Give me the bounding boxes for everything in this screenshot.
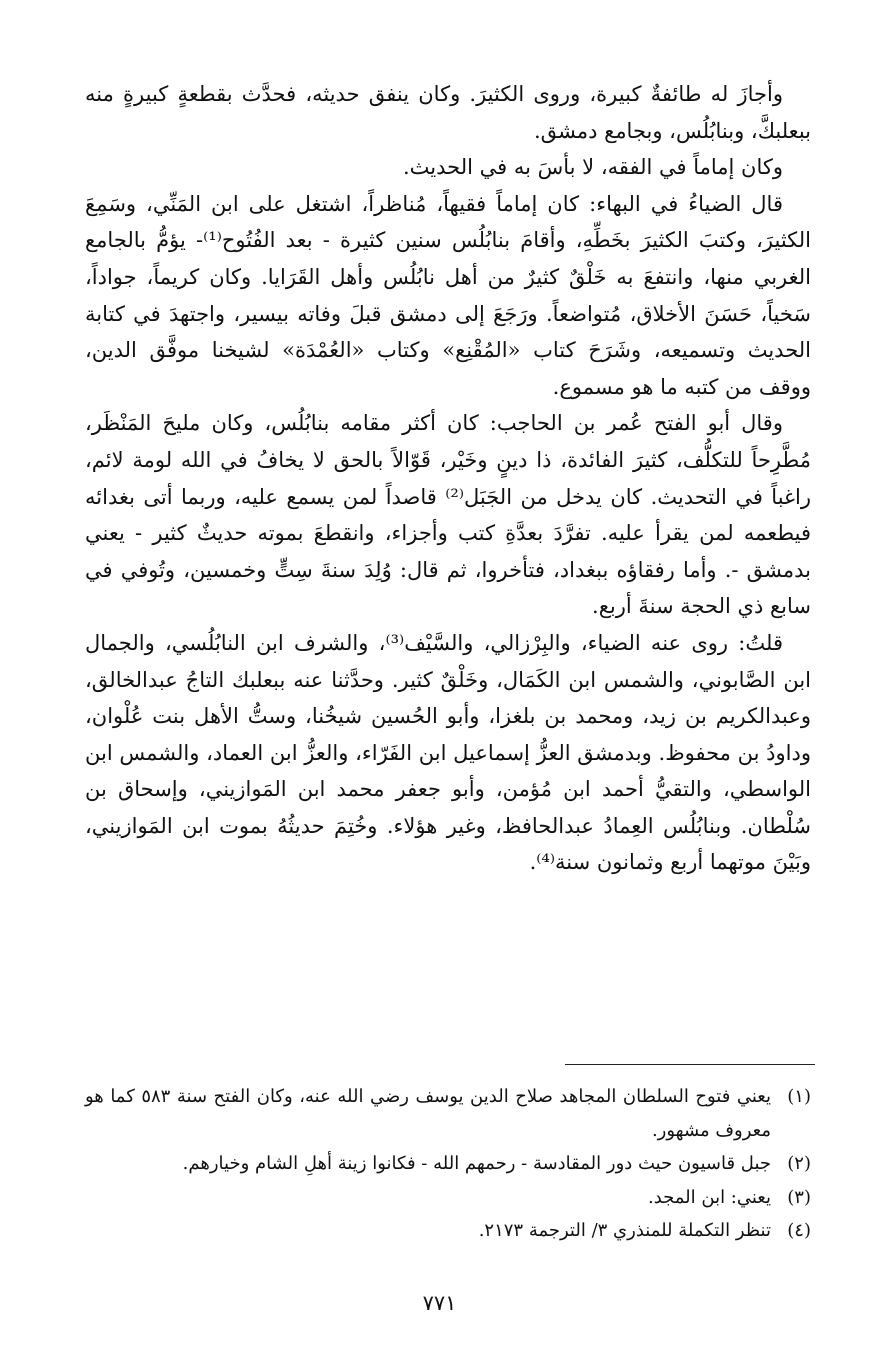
paragraph-1: وأجازَ له طائفةٌ كبيرة، وروى الكثيرَ. وكان ينفق حديثه، فحدَّث بقطعةٍ كبيرةٍ منه ببعلبكَّ، وبنابُلُس، وبجامع دمشق. (85, 82, 811, 143)
footnote-number: (١) (787, 1086, 811, 1107)
paragraph-4: وقال أبو الفتح عُمر بن الحاجب: كان أكثر مقامه بنابُلُس، وكان مليحَ المَنْظَر، مُطَّرِحاً للتكلُّف، كثيرَ الفائدة، ذا دينٍ وخَيْر، قَوّالاً بالحق لا يخافُ في الله لومة لائم، راغباً في التحديث. كان يدخل من الجَبَل⁽²⁾ قاصداً لمن يسمع عليه، وربما أتى بغدائه فيطعمه لمن يقرأ عليه. تفرَّدَ بعدَّةِ كتب وأجزاء، وانقطعَ بموته حديثٌ كثير - يعني بدمشق -. وأما رفقاؤه ببغداد، فتأخروا، ثم قال: وُلِدَ سنةَ سِتٍّ وخمسين، وتُوفي في سابع ذي الحجة سنةَ أربع. (85, 411, 811, 619)
footnote-number: (٤) (787, 1220, 811, 1241)
paragraph-5: قلتُ: روى عنه الضياء، والبِرْزالي، والسَّيْف⁽³⁾، والشرف ابن النابُلُسي، والجمال ابن الصَّابوني، والشمس ابن الكَمَال، وخَلْقٌ كثير. وحدَّثنا عنه ببعلبك التاجُ عبدالخالق، وعبدالكريم بن زيد، ومحمد بن بلغزا، وأبو الحُسين شيخُنا، وستُّ الأهل بنت عُلْوان، وداودُ بن محفوظ. وبدمشق العزُّ إسماعيل ابن الفَرّاء، والعزُّ ابن العماد، والشمس ابن الواسطي، والتقيُّ أحمد ابن مُؤمن، وأبو جعفر محمد ابن المَوازيني، وإسحاق بن سُلْطان. وبنابُلُس العِمادُ عبدالحافظ، وغير هؤلاء. وخُتِمَ حديثُهُ بموت ابن المَوازيني، وبَيْنَ موتهما أربع وثمانون سنة⁽⁴⁾. (85, 630, 811, 875)
footnote-4 (85, 1214, 811, 1248)
main-text (85, 76, 811, 881)
footnote-1 (85, 1080, 811, 1147)
footnotes (85, 1080, 811, 1248)
footnote-text: تنظر التكملة للمنذري ٣/ الترجمة ٢١٧٣. (478, 1220, 771, 1241)
footnote-text: جبل قاسيون حيث دور المقادسة - رحمهم الله - فكانوا زينة أهلِ الشام وخيارهم. (182, 1153, 771, 1174)
footnote-text: يعني فتوح السلطان المجاهد صلاح الدين يوسف رضي الله عنه، وكان الفتح سنة ٥٨٣ كما هو معروف مشهور. (85, 1086, 771, 1141)
footnote-text: يعني: ابن المجد. (647, 1186, 771, 1208)
paragraph-2: وكان إماماً في الفقه، لا بأسَ به في الحديث. (403, 155, 783, 180)
footnote-2 (85, 1147, 811, 1181)
footnote-divider (565, 1064, 815, 1065)
page-number: ٧٧١ (422, 1291, 457, 1315)
footnote-3 (85, 1181, 811, 1215)
footnote-number: (٢) (787, 1153, 811, 1174)
footnote-number: (٣) (787, 1186, 811, 1208)
paragraph-3: قال الضياءُ في البهاء: كان إماماً فقيهاً، مُناظراً، اشتغل على ابن المَنِّي، وسَمِعَ الكثيرَ، وكتبَ الكثيرَ بخَطِّهِ، وأقامَ بنابُلُس سنين كثيرة - بعد الفُتُوح⁽¹⁾- يؤمُّ بالجامع الغربي منها، وانتفعَ به خَلْقٌ كثيرٌ من أهل نابُلُس وأهل القَرَايا. وكان كريماً، جواداً، سَخياً، حَسَنَ الأخلاق، مُتواضعاً. ورَجَعَ إلى دمشق قبلَ وفاته بيسير، واجتهدَ في كتابة الحديث وتسميعه، وشَرَحَ كتاب «المُقْنِع» وكتاب «العُمْدَة» لشيخنا موفَّق الدين، ووقف من كتبه ما هو مسموع. (85, 191, 811, 399)
